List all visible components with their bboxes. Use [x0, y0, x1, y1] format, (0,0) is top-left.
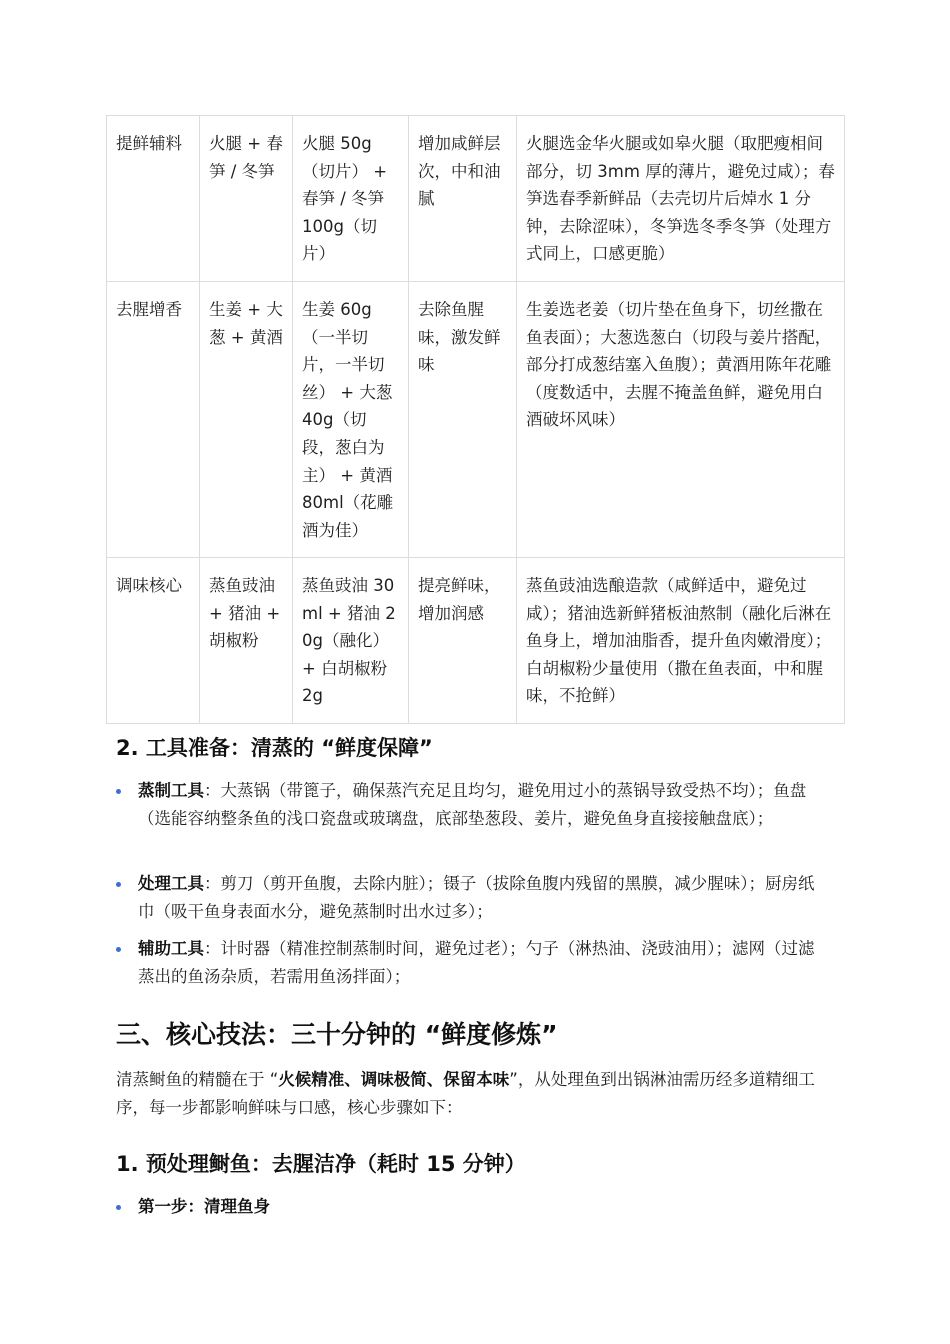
- bullet-icon: [116, 1205, 121, 1210]
- item-text: 剪刀（剪开鱼腹，去除内脏）；镊子（拔除鱼腹内残留的黑膜，减少腥味）；厨房纸巾（吸干鱼身表面水分，避免蒸制时出水过多）；: [138, 874, 815, 921]
- list-item: [116, 935, 828, 990]
- cell-category: 调味核心: [107, 558, 200, 724]
- core-intro: [116, 1066, 832, 1121]
- cell-category: 去腥增香: [107, 282, 200, 558]
- cell-ingredient: 蒸鱼豉油 + 猪油 + 胡椒粉: [200, 558, 293, 724]
- item-separator: ：: [204, 874, 221, 893]
- bullet-icon: [116, 947, 121, 952]
- cell-notes: 火腿选金华火腿或如皋火腿（取肥瘦相间部分，切 3mm 厚的薄片，避免过咸）；春笋选春季新鲜品（去壳切片后焯水 1 分钟，去除涩味），冬笋选冬季冬笋（处理方式同上，口感更脆）: [517, 116, 845, 282]
- cell-amount: 生姜 60g （一半切片，一半切丝） + 大葱 40g（切段，葱白为主） + 黄酒 80ml（花雕酒为佳）: [293, 282, 409, 558]
- core-heading: 三、核心技法：三十分钟的 “鲜度修炼”: [116, 1020, 558, 1049]
- cell-notes: 蒸鱼豉油选酿造款（咸鲜适中，避免过咸）；猪油选新鲜猪板油熬制（融化后淋在鱼身上，增加油脂香，提升鱼肉嫩滑度）；白胡椒粉少量使用（撒在鱼表面，中和腥味，不抢鲜）: [517, 558, 845, 724]
- table-row: [107, 558, 845, 724]
- item-text: 计时器（精准控制蒸制时间，避免过老）；勺子（淋热油、浇豉油用）；滤网（过滤蒸出的鱼汤杂质，若需用鱼汤拌面）；: [138, 939, 815, 986]
- item-label: 蒸制工具: [138, 781, 204, 800]
- item-text: 大蒸锅（带篦子，确保蒸汽充足且均匀，避免用过小的蒸锅导致受热不均）；鱼盘（选能容纳整条鱼的浅口瓷盘或玻璃盘，底部垫葱段、姜片，避免鱼身直接接触盘底）；: [138, 781, 807, 828]
- ingredients-table: [106, 115, 845, 724]
- list-item: [116, 1193, 828, 1221]
- bullet-icon: [116, 789, 121, 794]
- cell-ingredient: 火腿 + 春笋 / 冬笋: [200, 116, 293, 282]
- cell-ingredient: 生姜 + 大葱 + 黄酒: [200, 282, 293, 558]
- item-label: 处理工具: [138, 874, 204, 893]
- table-row: [107, 282, 845, 558]
- cell-notes: 生姜选老姜（切片垫在鱼身下，切丝撒在鱼表面）；大葱选葱白（切段与姜片搭配，部分打成葱结塞入鱼腹）；黄酒用陈年花雕（度数适中，去腥不掩盖鱼鲜，避免用白酒破坏风味）: [517, 282, 845, 558]
- item-label: 辅助工具: [138, 939, 204, 958]
- cell-amount: 蒸鱼豉油 30ml + 猪油 20g（融化） + 白胡椒粉 2g: [293, 558, 409, 724]
- cell-function: 提亮鲜味，增加润感: [409, 558, 517, 724]
- intro-bold: 火候精准、调味极简、保留本味: [278, 1070, 510, 1089]
- table-row: [107, 116, 845, 282]
- tools-heading: 2. 工具准备：清蒸的 “鲜度保障”: [116, 736, 433, 760]
- intro-before: 清蒸鲥鱼的精髓在于 “: [116, 1070, 279, 1089]
- intro-after: ”，从处理鱼到出锅淋油需历经多道精细工序，每一步都影响鲜味与口感，核心步骤如下：: [116, 1070, 815, 1117]
- cell-function: 去除鱼腥味，激发鲜味: [409, 282, 517, 558]
- cell-category: 提鲜辅料: [107, 116, 200, 282]
- item-label: 第一步：清理鱼身: [138, 1197, 270, 1216]
- bullet-icon: [116, 882, 121, 887]
- list-item: [116, 777, 828, 832]
- item-separator: ：: [204, 939, 221, 958]
- list-item: [116, 870, 828, 925]
- item-separator: ：: [204, 781, 221, 800]
- cell-amount: 火腿 50g （切片） + 春笋 / 冬笋 100g（切片）: [293, 116, 409, 282]
- cell-function: 增加咸鲜层次，中和油腻: [409, 116, 517, 282]
- step-heading: 1. 预处理鲥鱼：去腥洁净（耗时 15 分钟）: [116, 1152, 526, 1176]
